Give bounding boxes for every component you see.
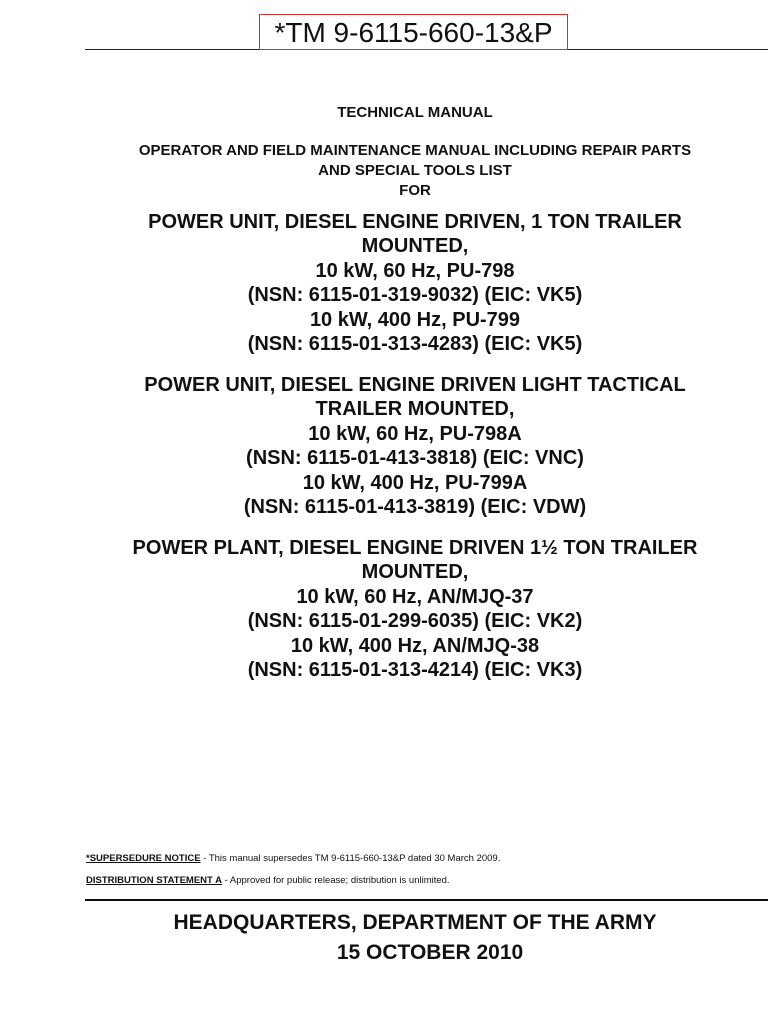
equipment-line: (NSN: 6115-01-313-4283) (EIC: VK5) xyxy=(247,333,583,356)
equipment-line: POWER UNIT, DIESEL ENGINE DRIVEN LIGHT TACTICAL xyxy=(144,374,686,396)
footer xyxy=(60,908,768,968)
equipment-line: (NSN: 6115-01-299-6035) (EIC: VK2) xyxy=(247,610,583,633)
distribution-label: DISTRIBUTION STATEMENT A xyxy=(86,875,222,886)
manual-type: TECHNICAL MANUAL xyxy=(337,104,493,121)
equipment-section-3 xyxy=(60,536,768,682)
supersedure-label: *SUPERSEDURE NOTICE xyxy=(86,853,201,864)
subtitle-line: OPERATOR AND FIELD MAINTENANCE MANUAL INCLUDING REPAIR PARTS xyxy=(138,142,692,159)
equipment-line: 10 kW, 400 Hz, PU-799 xyxy=(309,308,521,331)
equipment-line: POWER PLANT, DIESEL ENGINE DRIVEN 1½ TON TRAILER xyxy=(132,537,698,559)
publication-date: 15 OCTOBER 2010 xyxy=(336,941,524,964)
manual-subtitle xyxy=(60,141,768,201)
equipment-line: (NSN: 6115-01-413-3819) (EIC: VDW) xyxy=(243,496,587,519)
equipment-line: TRAILER MOUNTED, xyxy=(315,398,515,421)
equipment-line: 10 kW, 60 Hz, PU-798A xyxy=(308,422,522,445)
subtitle-line: FOR xyxy=(399,182,431,199)
notices xyxy=(86,853,500,897)
tm-number: *TM 9-6115-660-13&P xyxy=(259,14,568,50)
equipment-line: MOUNTED, xyxy=(361,561,469,584)
subtitle-line: AND SPECIAL TOOLS LIST xyxy=(318,162,512,179)
equipment-line: (NSN: 6115-01-313-4214) (EIC: VK3) xyxy=(247,659,583,682)
equipment-line: 10 kW, 60 Hz, PU-798 xyxy=(315,259,515,282)
equipment-section-2 xyxy=(60,373,768,519)
equipment-line: 10 kW, 60 Hz, AN/MJQ-37 xyxy=(296,585,534,608)
supersedure-notice xyxy=(86,853,500,865)
distribution-text: - Approved for public release; distribution is unlimited. xyxy=(221,875,450,886)
bottom-divider xyxy=(85,899,768,901)
equipment-line: (NSN: 6115-01-413-3818) (EIC: VNC) xyxy=(246,447,584,470)
distribution-statement xyxy=(86,875,500,887)
equipment-line: MOUNTED, xyxy=(361,235,469,258)
headquarters-line: HEADQUARTERS, DEPARTMENT OF THE ARMY xyxy=(173,911,657,934)
equipment-line: 10 kW, 400 Hz, PU-799A xyxy=(302,471,528,494)
equipment-line: 10 kW, 400 Hz, AN/MJQ-38 xyxy=(290,634,540,657)
equipment-section-1 xyxy=(60,210,768,356)
equipment-line: POWER UNIT, DIESEL ENGINE DRIVEN, 1 TON TRAILER xyxy=(148,211,682,233)
equipment-line: (NSN: 6115-01-319-9032) (EIC: VK5) xyxy=(247,284,583,307)
supersedure-text: - This manual supersedes TM 9-6115-660-13&P dated 30 March 2009. xyxy=(200,853,501,864)
